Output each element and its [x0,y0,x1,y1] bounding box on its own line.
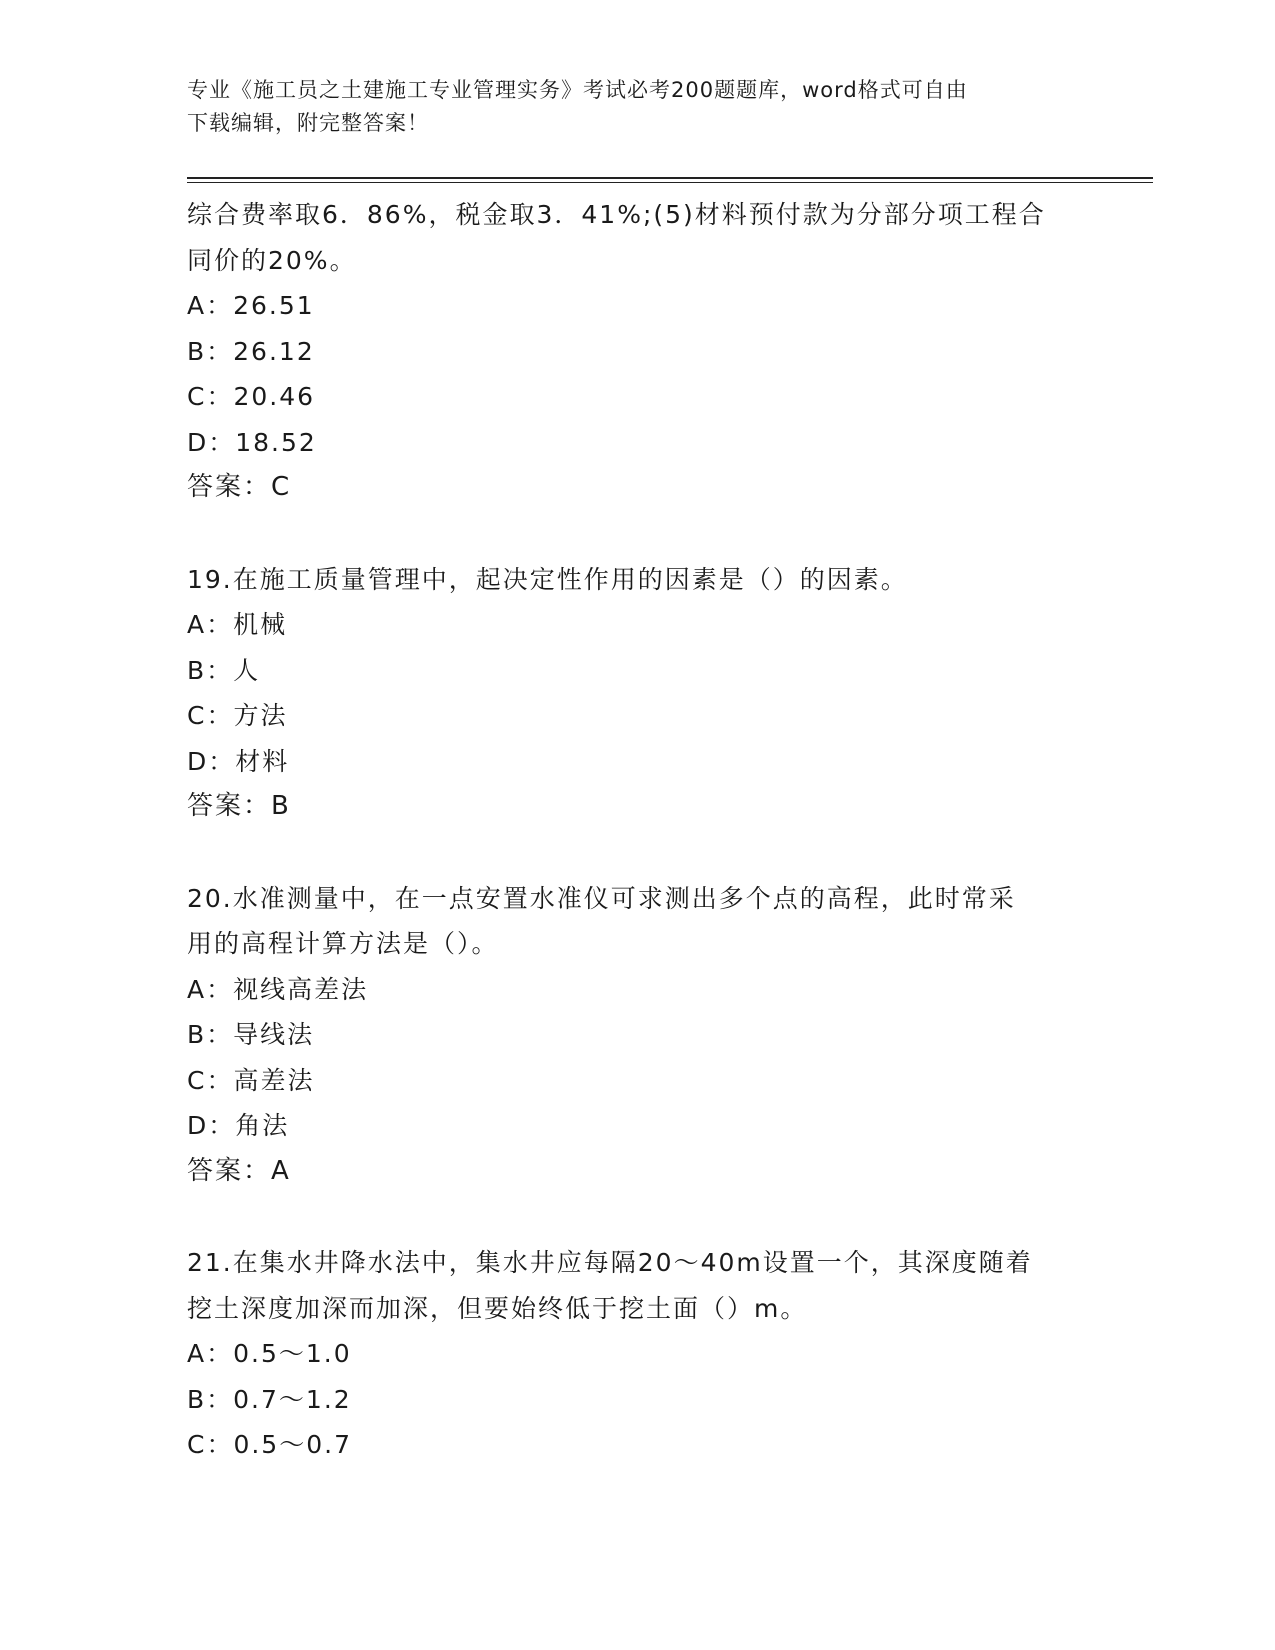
question-stem-line: 同价的20%。 [187,245,357,275]
option-d: D：材料 [187,746,290,776]
question-carryover [187,192,1087,511]
option-b: B：导线法 [187,1020,315,1049]
option-a: A：视线高差法 [187,974,369,1004]
option-b: B：人 [187,655,261,685]
header-line-2: 下载编辑，附完整答案！ [187,111,429,135]
question-20 [187,876,1087,1195]
question-list [187,192,1087,1468]
option-a: A：0.5～1.0 [187,1339,352,1368]
question-stem-line: 21.在集水井降水法中，集水井应每隔20～40m设置一个，其深度随着 [187,1248,1033,1277]
header-rule-thick [187,177,1153,179]
spacer [187,511,1087,557]
answer-line: 答案：A [187,1155,291,1186]
header-rule-thin [187,182,1153,183]
question-stem-line: 20.水准测量中，在一点安置水准仪可求测出多个点的高程，此时常采 [187,883,1016,913]
spacer [187,1194,1087,1240]
option-a: A：26.51 [187,291,315,320]
option-b: B：0.7～1.2 [187,1384,352,1414]
answer-line: 答案：C [187,472,292,502]
question-stem-line: 综合费率取6．86%，税金取3．41%;(5)材料预付款为分部分项工程合 [187,200,1046,229]
option-a: A：机械 [187,610,288,639]
option-c: C：20.46 [187,382,316,411]
question-stem-line: 用的高程计算方法是（）。 [187,929,499,958]
question-stem-line: 挖土深度加深而加深，但要始终低于挖土面（）m。 [187,1293,808,1323]
answer-line: 答案：B [187,791,291,821]
option-c: C：0.5～0.7 [187,1430,352,1459]
option-c: C：高差法 [187,1065,315,1095]
question-19 [187,557,1087,830]
question-stem-line: 19.在施工质量管理中，起决定性作用的因素是（）的因素。 [187,564,908,594]
option-b: B：26.12 [187,336,315,366]
spacer [187,830,1087,876]
option-d: D：角法 [187,1111,290,1140]
option-c: C：方法 [187,701,288,730]
header-line-1: 专业《施工员之土建施工专业管理实务》考试必考200题题库，word格式可自由 [187,78,968,102]
option-d: D：18.52 [187,427,317,457]
document-header [187,74,1087,140]
question-21 [187,1240,1087,1468]
